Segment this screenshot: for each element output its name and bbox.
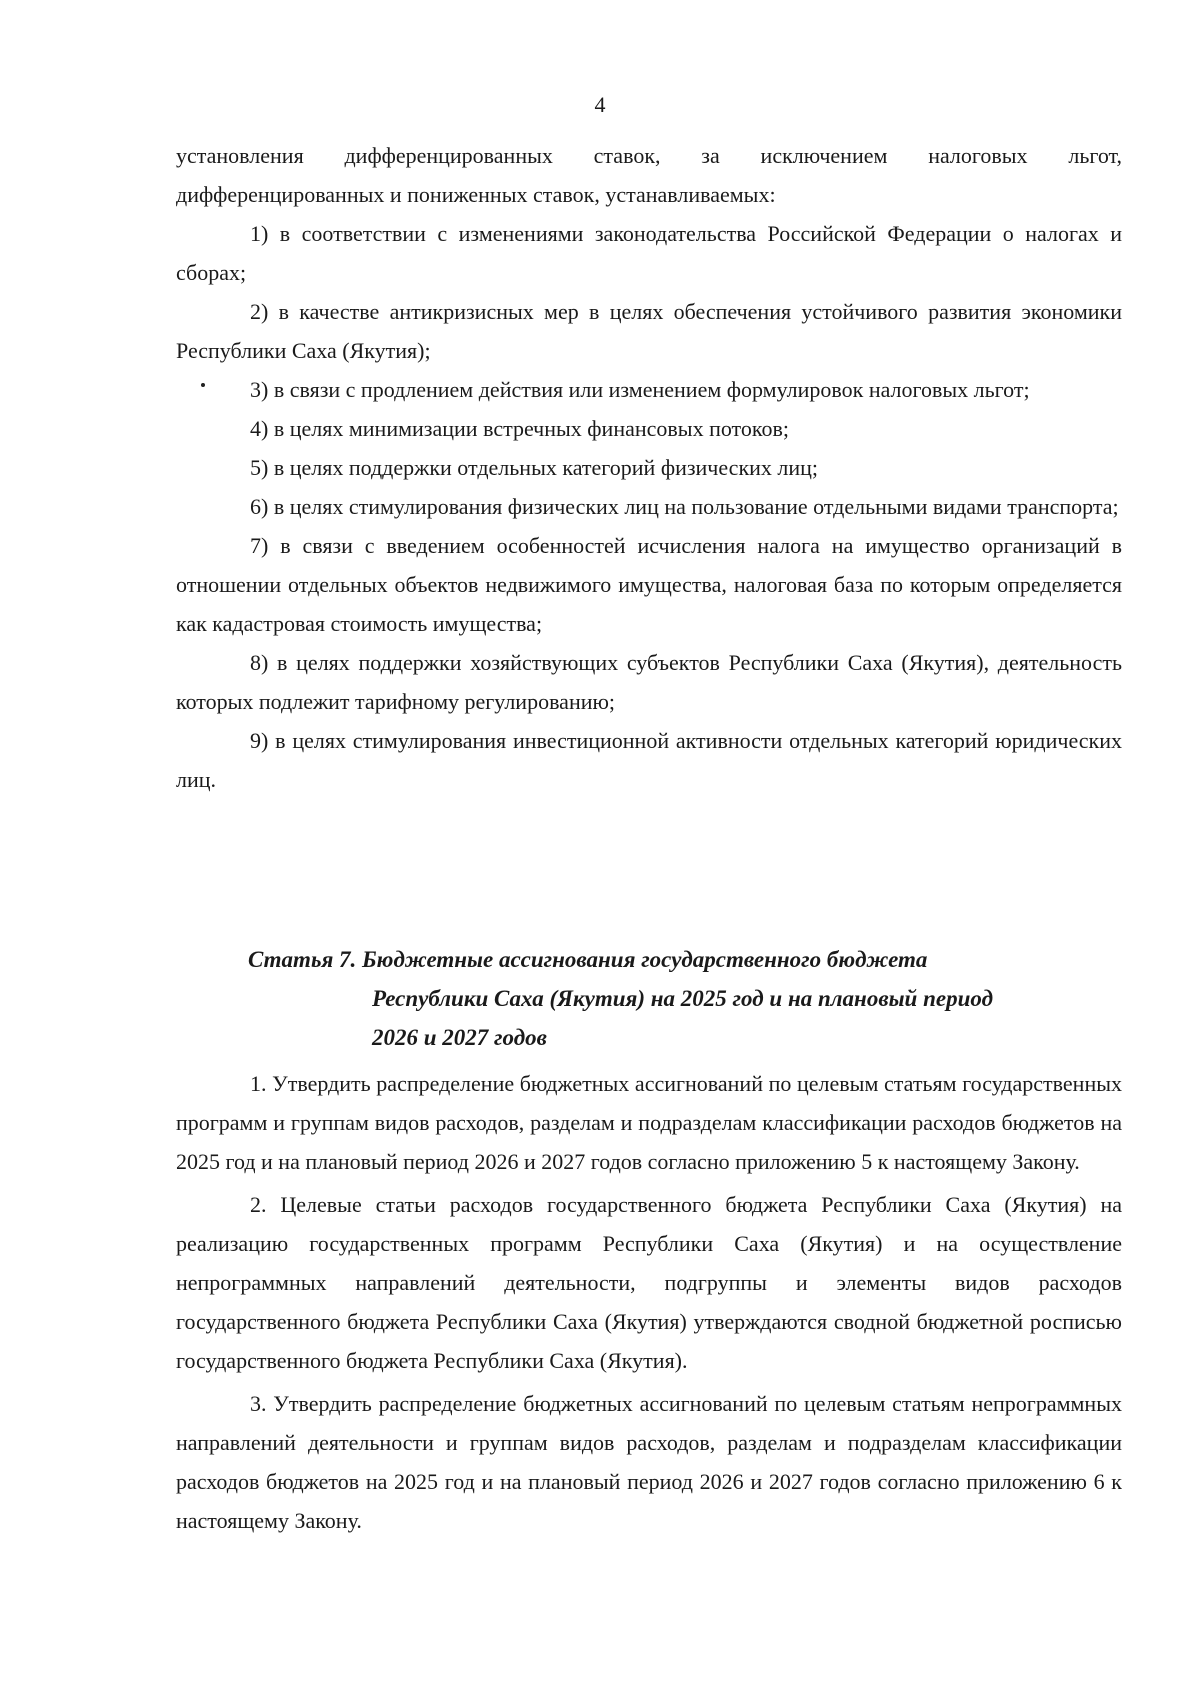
list-item: 1) в соответствии с изменениями законодательства Российской Федерации о налогах и сборах;: [176, 221, 1122, 285]
continued-text: [176, 136, 1122, 214]
list-item: 5) в целях поддержки отдельных категорий физических лиц;: [250, 455, 819, 480]
article-heading-line-2: Республики Саха (Якутия) на 2025 год и на плановый период: [372, 986, 993, 1011]
list-item: 9) в целях стимулирования инвестиционной активности отдельных категорий юридических лиц.: [176, 728, 1122, 792]
list-items: [176, 214, 1122, 799]
list-item: 3) в связи с продлением действия или изменением формулировок налоговых льгот;: [250, 377, 1030, 402]
article-heading-line-1: Статья 7. Бюджетные ассигнования государственного бюджета: [248, 947, 928, 972]
article-heading: [176, 940, 1122, 1057]
intro-line-2: дифференцированных и пониженных ставок, устанавливаемых:: [176, 182, 776, 207]
article-paragraph: 3. Утвердить распределение бюджетных ассигнований по целевым статьям непрограммных направлений деятельности и группам видов расходов, разделам и подразделам классификации расходов бюджетов на 2025 год и на плановый период 2026 и 2027 годов согласно приложению 6 к настоящему Закону.: [176, 1391, 1122, 1533]
page-number: 4: [594, 92, 606, 117]
list-item: 8) в целях поддержки хозяйствующих субъектов Республики Саха (Якутия), деятельность которых подлежит тарифному регулированию;: [176, 650, 1122, 714]
list-item: 4) в целях минимизации встречных финансовых потоков;: [250, 416, 789, 441]
list-item: 2) в качестве антикризисных мер в целях обеспечения устойчивого развития экономики Республики Саха (Якутия);: [176, 299, 1122, 363]
article-paragraph: 2. Целевые статьи расходов государственного бюджета Республики Саха (Якутия) на реализацию государственных программ Республики Саха (Якутия) и на осуществление непрограммных направлений деятельности, подгруппы и элементы видов расходов государственного бюджета Республики Саха (Якутия) утверждаются сводной бюджетной росписью государственного бюджета Республики Саха (Якутия).: [176, 1192, 1122, 1373]
list-item: 7) в связи с введением особенностей исчисления налога на имущество организаций в отношении отдельных объектов недвижимого имущества, налоговая база по которым определяется как кадастровая стоимость имущества;: [176, 533, 1122, 636]
list-item: 6) в целях стимулирования физических лиц на пользование отдельными видами транспорта;: [250, 494, 1119, 519]
article-heading-line-3: 2026 и 2027 годов: [372, 1025, 547, 1050]
intro-line-1: установления дифференцированных ставок, за исключением налоговых льгот,: [176, 143, 1122, 168]
article-body: [176, 1064, 1122, 1540]
article-paragraph: 1. Утвердить распределение бюджетных ассигнований по целевым статьям государственных программ и группам видов расходов, разделам и подразделам классификации расходов бюджетов на 2025 год и на плановый период 2026 и 2027 годов согласно приложению 5 к настоящему Закону.: [176, 1071, 1122, 1174]
